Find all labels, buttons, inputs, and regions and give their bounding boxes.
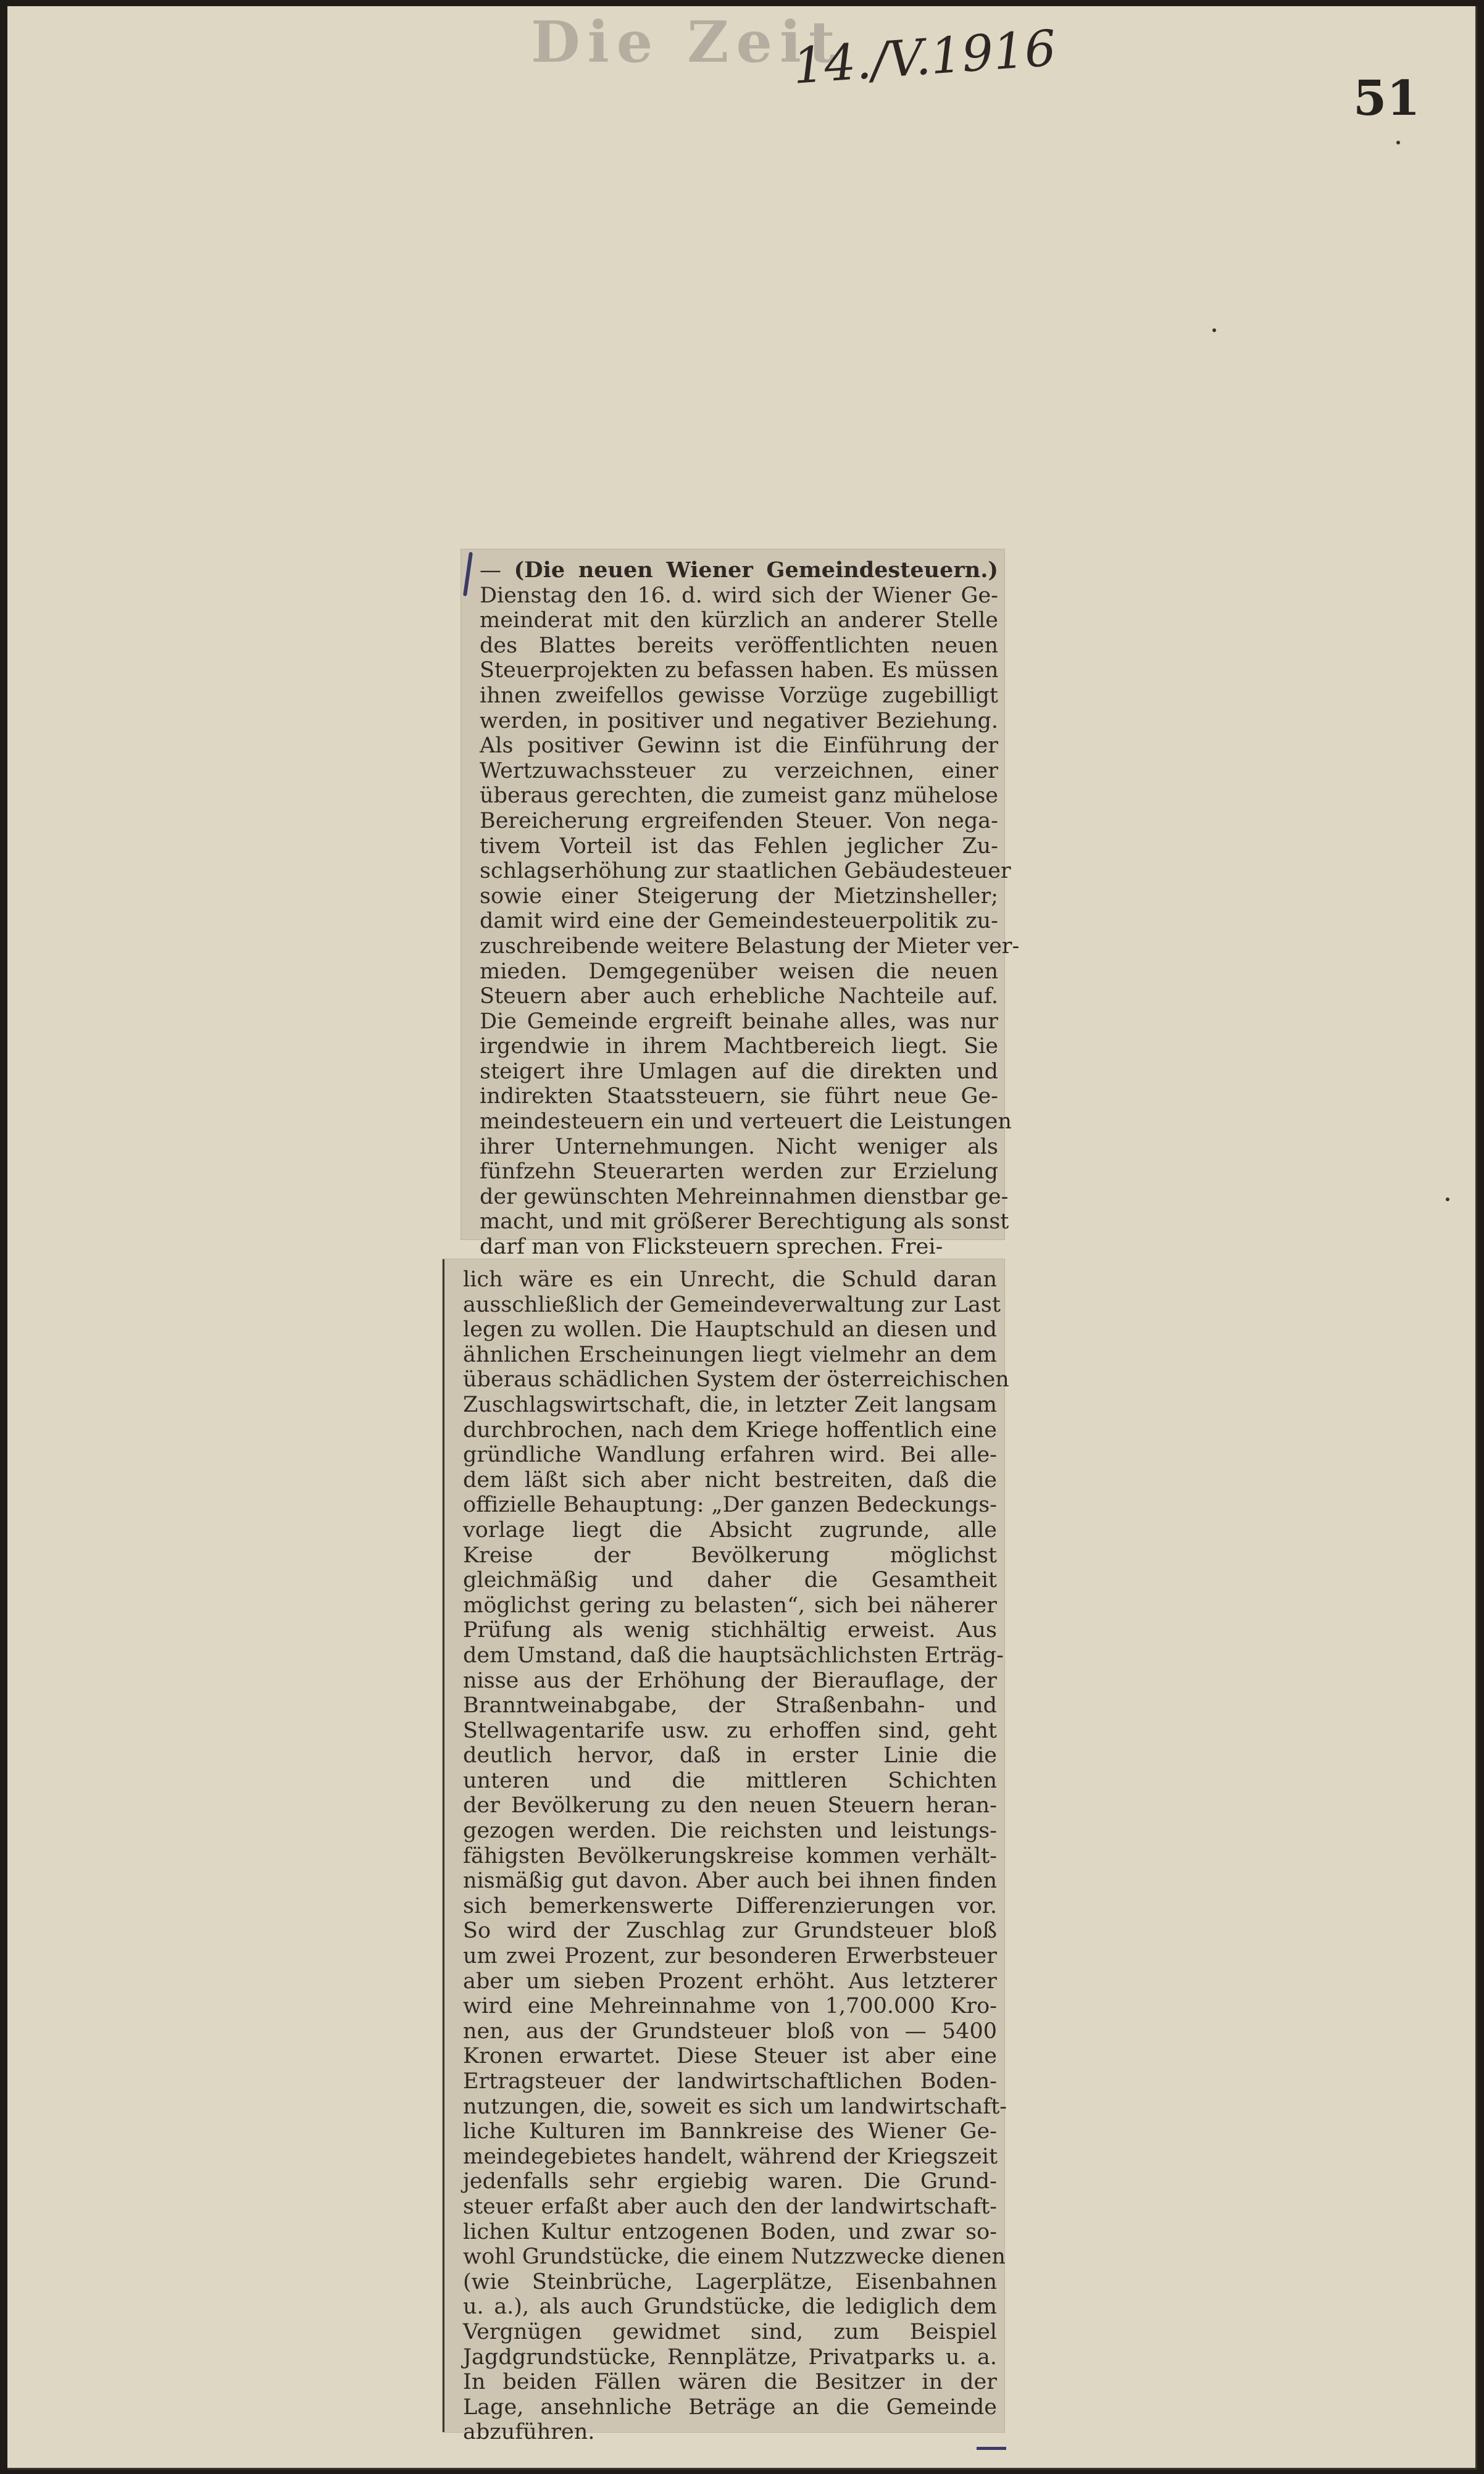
- text-line: Jagdgrundstücke, Rennplätze, Privatparks u. a.: [463, 2344, 997, 2370]
- text-line: überaus schädlichen System der österreichischen: [463, 1367, 1009, 1393]
- article-heading: [480, 558, 998, 583]
- column-2-lines: [463, 1267, 1009, 2445]
- text-line: nismäßig gut davon. Aber auch bei ihnen finden: [463, 1868, 997, 1894]
- column-1-lines: [480, 583, 1020, 1260]
- text-line: meindegebietes handelt, während der Kriegszeit: [463, 2144, 998, 2169]
- folio-number: 51: [1353, 70, 1420, 127]
- text-line: wird eine Mehreinnahme von 1,700.000 Kro-: [463, 1994, 997, 2019]
- text-line: irgendwie in ihrem Machtbereich liegt. Sie: [480, 1034, 998, 1059]
- edge-speck: [1446, 1197, 1449, 1201]
- text-line: Vergnügen gewidmet sind, zum Beispiel: [463, 2319, 997, 2344]
- text-line: überaus gerechten, die zumeist ganz mühelose: [480, 783, 998, 809]
- text-line: Steuerprojekten zu befassen haben. Es müssen: [480, 658, 999, 683]
- ink-underline-mark: [977, 2447, 1006, 2450]
- text-line: In beiden Fällen wären die Besitzer in der: [463, 2370, 997, 2395]
- text-line: zuschreibende weitere Belastung der Mieter ver-: [480, 933, 1020, 959]
- text-line: lich wäre es ein Unrecht, die Schuld daran: [463, 1267, 997, 1292]
- text-line: Kreise der Bevölkerung möglichst: [463, 1543, 997, 1568]
- text-line: sowie einer Steigerung der Mietzinsheller;: [480, 883, 998, 909]
- edge-speck: [1396, 141, 1400, 144]
- text-line: legen zu wollen. Die Hauptschuld an diesen und: [463, 1317, 997, 1343]
- newspaper-clipping-part-1: [461, 549, 1020, 1260]
- text-line: der Bevölkerung zu den neuen Steuern heran-: [463, 1793, 997, 1818]
- text-line: damit wird eine der Gemeindesteuerpolitik zu-: [480, 909, 998, 934]
- text-line: vorlage liegt die Absicht zugrunde, alle: [463, 1517, 997, 1543]
- text-line: Bereicherung ergreifenden Steuer. Von nega-: [480, 808, 998, 833]
- text-line: Wertzuwachssteuer zu verzeichnen, einer: [480, 758, 998, 783]
- text-line: sich bemerkenswerte Differenzierungen vor.: [463, 1893, 997, 1918]
- text-line: steigert ihre Umlagen auf die direkten und: [480, 1059, 998, 1084]
- text-line: darf man von Flicksteuern sprechen. Frei-: [480, 1235, 943, 1260]
- text-line: fähigsten Bevölkerungskreise kommen verhält-: [463, 1843, 997, 1868]
- text-line: des Blattes bereits veröffentlichten neuen: [480, 633, 998, 658]
- text-line: wohl Grundstücke, die einem Nutzzwecke dienen: [463, 2244, 1006, 2270]
- heading-dash: —: [480, 558, 501, 583]
- text-line: ähnlichen Erscheinungen liegt vielmehr an dem: [463, 1342, 997, 1367]
- text-line: ihnen zweifellos gewisse Vorzüge zugebilligt: [480, 683, 998, 708]
- text-line: dem Umstand, daß die hauptsächlichsten Erträg-: [463, 1643, 1004, 1668]
- text-line: aber um sieben Prozent erhöht. Aus letzterer: [463, 1968, 997, 1994]
- text-line: meindesteuern ein und verteuert die Leistungen: [480, 1109, 1012, 1135]
- edge-speck: [1212, 328, 1216, 332]
- text-line: So wird der Zuschlag zur Grundsteuer bloß: [463, 1918, 997, 1944]
- handwritten-date: 14./V.1916: [791, 19, 1058, 95]
- text-line: gleichmäßig und daher die Gesamtheit: [463, 1568, 997, 1593]
- text-line: meinderat mit den kürzlich an anderer Stelle: [480, 608, 998, 633]
- text-line: steuer erfaßt aber auch den der landwirtschaft-: [463, 2194, 997, 2219]
- text-line: Als positiver Gewinn ist die Einführung der: [480, 733, 998, 759]
- text-line: ausschließlich der Gemeindeverwaltung zur Last: [463, 1292, 1001, 1317]
- text-line: abzuführen.: [463, 2420, 595, 2445]
- text-line: Prüfung als wenig stichhältig erweist. Aus: [463, 1618, 997, 1643]
- text-line: Zuschlagswirtschaft, die, in letzter Zeit langsam: [463, 1392, 997, 1417]
- text-line: ihrer Unternehmungen. Nicht weniger als: [480, 1134, 998, 1159]
- text-line: tivem Vorteil ist das Fehlen jeglicher Zu-: [480, 833, 998, 859]
- clipping-column-1: [461, 557, 1020, 1260]
- text-line: schlagserhöhung zur staatlichen Gebäudesteuer: [480, 859, 1011, 884]
- text-line: um zwei Prozent, zur besonderen Erwerbsteuer: [463, 1944, 997, 1969]
- newspaper-masthead-stamp: Die Zeit: [531, 9, 843, 75]
- text-line: macht, und mit größerer Berechtigung als sonst: [480, 1209, 1009, 1235]
- text-line: gezogen werden. Die reichsten und leistungs-: [463, 1818, 997, 1844]
- text-line: Stellwagentarife usw. zu erhoffen sind, geht: [463, 1718, 997, 1743]
- text-line: Ertragsteuer der landwirtschaftlichen Boden-: [463, 2069, 997, 2094]
- text-line: möglichst gering zu belasten“, sich bei näherer: [463, 1593, 997, 1618]
- archive-page: [7, 6, 1477, 2470]
- text-line: offizielle Behauptung: „Der ganzen Bedeckungs-: [463, 1493, 997, 1518]
- text-line: durchbrochen, nach dem Kriege hoffentlich eine: [463, 1417, 997, 1443]
- text-line: fünfzehn Steuerarten werden zur Erzielung: [480, 1159, 998, 1185]
- text-line: indirekten Staatssteuern, sie führt neue Ge-: [480, 1084, 998, 1109]
- text-line: werden, in positiver und negativer Beziehung.: [480, 708, 998, 733]
- text-line: lichen Kultur entzogenen Boden, und zwar so-: [463, 2219, 997, 2244]
- text-line: Lage, ansehnliche Beträge an die Gemeinde: [463, 2394, 997, 2420]
- text-line: nen, aus der Grundsteuer bloß von — 5400: [463, 2018, 997, 2044]
- text-line: unteren und die mittleren Schichten: [463, 1768, 997, 1793]
- text-line: nisse aus der Erhöhung der Bierauflage, der: [463, 1668, 997, 1693]
- text-line: Kronen erwartet. Diese Steuer ist aber eine: [463, 2044, 997, 2069]
- text-line: Branntweinabgabe, der Straßenbahn- und: [463, 1693, 997, 1718]
- text-line: nutzungen, die, soweit es sich um landwirtschaft-: [463, 2094, 1007, 2119]
- text-line: Steuern aber auch erhebliche Nachteile auf.: [480, 984, 998, 1009]
- text-line: dem läßt sich aber nicht bestreiten, daß die: [463, 1467, 997, 1493]
- text-line: deutlich hervor, daß in erster Linie die: [463, 1743, 997, 1768]
- text-line: Die Gemeinde ergreift beinahe alles, was nur: [480, 1009, 998, 1034]
- text-line: der gewünschten Mehreinnahmen dienstbar ge-: [480, 1184, 1009, 1209]
- newspaper-clipping-part-2: [443, 1259, 1009, 2445]
- text-line: u. a.), als auch Grundstücke, die lediglich dem: [463, 2294, 997, 2320]
- text-line: mieden. Demgegenüber weisen die neuen: [480, 959, 998, 984]
- article-title: (Die neuen Wiener Gemeindesteuern.): [514, 557, 998, 583]
- text-line: gründliche Wandlung erfahren wird. Bei alle-: [463, 1443, 997, 1468]
- text-line: liche Kulturen im Bannkreise des Wiener Ge-: [463, 2119, 997, 2144]
- text-line: jedenfalls sehr ergiebig waren. Die Grund-: [463, 2169, 997, 2194]
- text-line: (wie Steinbrüche, Lagerplätze, Eisenbahnen: [463, 2269, 997, 2294]
- text-line: Dienstag den 16. d. wird sich der Wiener Ge-: [480, 583, 998, 608]
